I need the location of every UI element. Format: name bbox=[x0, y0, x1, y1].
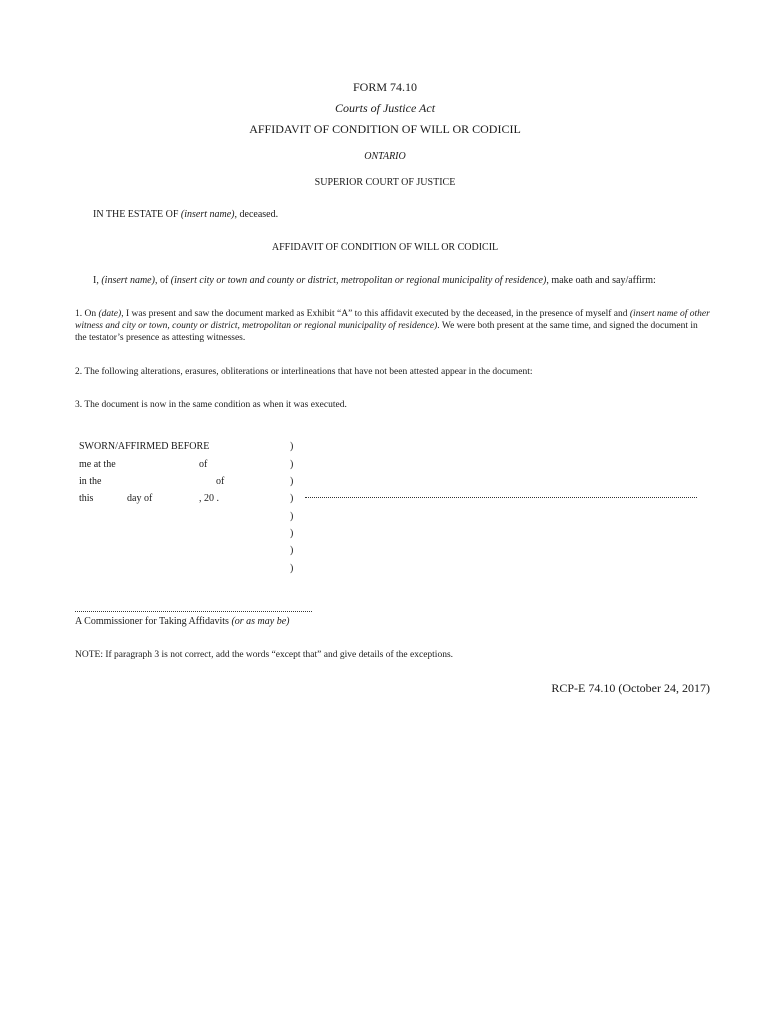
para1-witness-placeholder: (insert name of other witness and city or town, county or district, metropolitan or regional municipality of residence) bbox=[75, 309, 710, 331]
paragraph-2: 2. The following alterations, erasures, obliterations or interlineations that have not been attested appear in the document: bbox=[75, 367, 533, 377]
commissioner-note: (or as may be) bbox=[231, 616, 290, 627]
estate-suffix: , deceased. bbox=[234, 209, 279, 220]
act-name: Courts of Justice Act bbox=[334, 101, 436, 115]
para1-text-3: . We were both present at the same time, and signed the document in the testator’s presence as attesting witnesses. bbox=[75, 321, 698, 343]
estate-line bbox=[93, 209, 278, 220]
jurat-bracket: ) bbox=[290, 563, 294, 574]
jurat-line-3-b: of bbox=[216, 476, 225, 487]
jurat-line-2-b: of bbox=[199, 459, 208, 470]
jurat-bracket: ) bbox=[290, 528, 294, 539]
jurat-line-4-b: day of bbox=[127, 493, 153, 504]
jurat-bracket: ) bbox=[290, 511, 294, 522]
jurat-bracket: ) bbox=[290, 476, 294, 487]
jurat-bracket: ) bbox=[290, 545, 294, 556]
estate-prefix: IN THE ESTATE OF bbox=[93, 209, 181, 220]
jurat-line-3-a: in the bbox=[79, 476, 102, 487]
note-text: NOTE: If paragraph 3 is not correct, add the words “except that” and give details of the exceptions. bbox=[75, 650, 454, 660]
jurat-line-4-c: , 20 . bbox=[199, 493, 219, 504]
jurat-line-1: SWORN/AFFIRMED BEFORE bbox=[79, 441, 210, 452]
jurat-line-4-a: this bbox=[79, 493, 94, 504]
intro-paragraph bbox=[93, 275, 656, 286]
province: ONTARIO bbox=[364, 151, 406, 162]
jurat-bracket: ) bbox=[290, 441, 294, 452]
jurat-bracket: ) bbox=[290, 459, 294, 470]
intro-name-placeholder: (insert name) bbox=[101, 275, 155, 286]
affidavit-subtitle: AFFIDAVIT OF CONDITION OF WILL OR CODICIL bbox=[271, 242, 499, 253]
estate-name-placeholder: (insert name) bbox=[180, 209, 235, 220]
paragraph-1 bbox=[75, 308, 711, 344]
footer-form-code: RCP-E 74.10 (October 24, 2017) bbox=[551, 681, 710, 695]
jurat-bracket: ) bbox=[290, 493, 294, 504]
jurat-line-2-a: me at the bbox=[79, 459, 116, 470]
form-title: AFFIDAVIT OF CONDITION OF WILL OR CODICIL bbox=[249, 122, 521, 136]
para1-text-1: 1. On bbox=[75, 309, 99, 319]
intro-text-1: I, bbox=[93, 275, 102, 286]
commissioner-label bbox=[75, 616, 289, 627]
intro-text-3: , make oath and say/affirm: bbox=[546, 275, 656, 286]
intro-text-2: , of bbox=[154, 275, 171, 286]
commissioner-text: A Commissioner for Taking Affidavits bbox=[75, 616, 232, 627]
form-number: FORM 74.10 bbox=[352, 80, 417, 94]
court-name: SUPERIOR COURT OF JUSTICE bbox=[314, 177, 456, 188]
para1-date-placeholder: (date) bbox=[98, 309, 122, 319]
paragraph-3: 3. The document is now in the same condition as when it was executed. bbox=[75, 400, 347, 410]
intro-residence-placeholder: (insert city or town and county or district, metropolitan or regional municipality of residence) bbox=[170, 275, 547, 286]
deponent-signature-line[interactable] bbox=[305, 497, 697, 498]
commissioner-signature-line[interactable] bbox=[75, 611, 312, 612]
para1-text-2: , I was present and saw the document marked as Exhibit “A” to this affidavit executed by the deceased, in the presence of myself and bbox=[121, 309, 630, 319]
